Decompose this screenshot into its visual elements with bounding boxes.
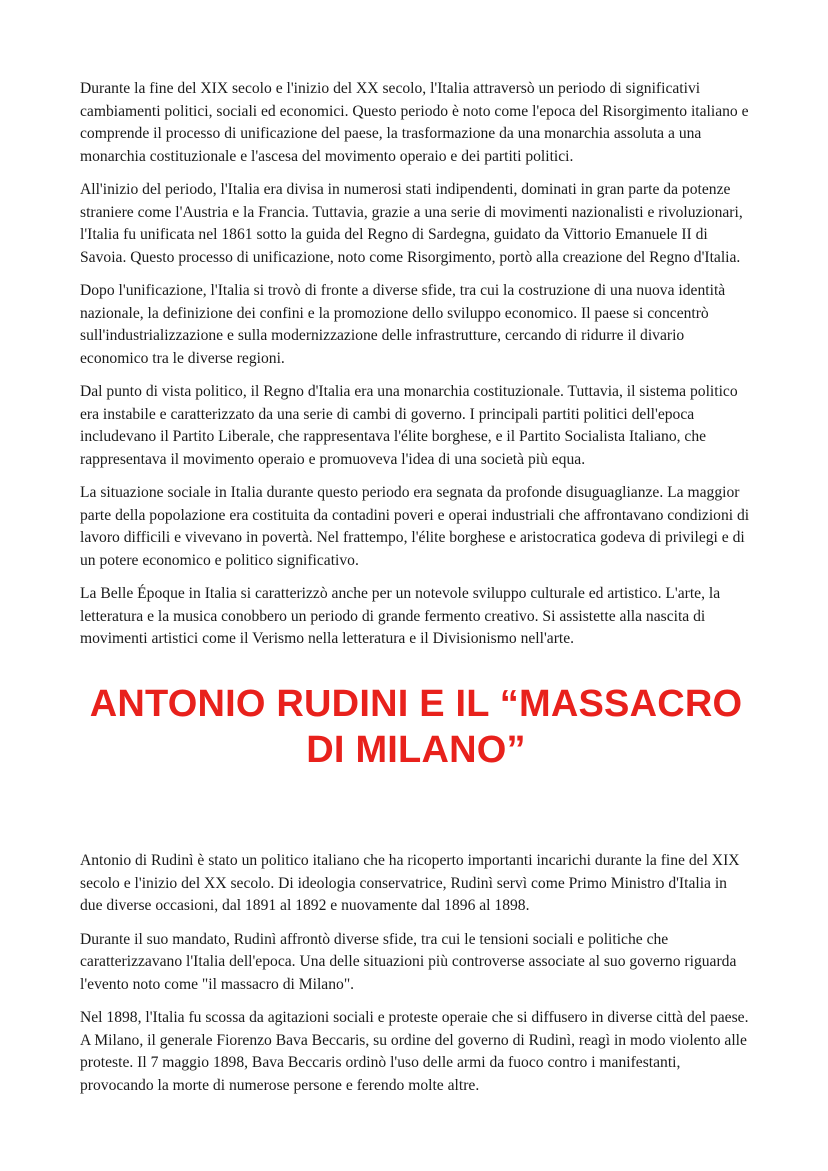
rudini-paragraph-2: Durante il suo mandato, Rudinì affrontò diverse sfide, tra cui le tensioni sociali e politiche che caratterizzavano l'Italia dell'epoca. Una delle situazioni più controverse associate al suo governo riguarda l'evento noto come "il massacro di Milano". <box>80 930 737 993</box>
section-heading: ANTONIO RUDINI E IL “MASSACRO DI MILANO” <box>89 682 743 771</box>
intro-paragraph-1: Durante la fine del XIX secolo e l'inizio del XX secolo, l'Italia attraversò un periodo di significativi cambiamenti politici, sociali ed economici. Questo periodo è noto come l'epoca del Risorgimento italiano e comprende il processo di unificazione del paese, la trasformazione da una monarchia assoluta a una monarchia costituzionale e l'ascesa del movimento operaio e dei partiti politici. <box>80 80 749 165</box>
intro-paragraph-6: La Belle Époque in Italia si caratterizzò anche per un notevole sviluppo culturale ed artistico. L'arte, la letteratura e la musica conobbero un periodo di grande fermento creativo. Si assistette alla nascita di movimenti artistici come il Verismo nella letteratura e il Divisionismo nell'arte. <box>80 585 721 647</box>
intro-paragraph-2: All'inizio del periodo, l'Italia era divisa in numerosi stati indipendenti, dominati in gran parte da potenze straniere come l'Austria e la Francia. Tuttavia, grazie a una serie di movimenti nazionalisti e rivoluzionari, l'Italia fu unificata nel 1861 sotto la guida del Regno di Sardegna, guidato da Vittorio Emanuele II di Savoia. Questo processo di unificazione, noto come Risorgimento, portò alla creazione del Regno d'Italia. <box>80 181 743 266</box>
intro-paragraph-4: Dal punto di vista politico, il Regno d'Italia era una monarchia costituzionale. Tuttavia, il sistema politico era instabile e caratterizzato da una serie di cambi di governo. I principali partiti politici dell'epoca includevano il Partito Liberale, che rappresentava l'élite borghese, e il Partito Socialista Italiano, che rappresentava il movimento operaio e promuoveva l'idea di una società più equa. <box>80 383 738 468</box>
intro-paragraph-5: La situazione sociale in Italia durante questo periodo era segnata da profonde disuguaglianze. La maggior parte della popolazione era costituita da contadini poveri e operai industriali che affrontavano condizioni di lavoro difficili e vivevano in povertà. Nel frattempo, l'élite borghese e aristocratica godeva di privilegi e di un potere economico e politico significativo. <box>80 484 750 569</box>
rudini-paragraph-3: Nel 1898, l'Italia fu scossa da agitazioni sociali e proteste operaie che si diffusero in diverse città del paese. A Milano, il generale Fiorenzo Bava Beccaris, su ordine del governo di Rudinì, reagì in modo violento alle proteste. Il 7 maggio 1898, Bava Beccaris ordinò l'uso delle armi da fuoco contro i manifestanti, provocando la morte di numerose persone e ferendo molte altre. <box>80 1009 749 1094</box>
intro-paragraph-3: Dopo l'unificazione, l'Italia si trovò di fronte a diverse sfide, tra cui la costruzione di una nuova identità nazionale, la definizione dei confini e la promozione dello sviluppo economico. Il paese si concentrò sull'industrializzazione e sulla modernizzazione delle infrastrutture, cercando di ridurre il divario economico tra le diverse regioni. <box>80 282 726 367</box>
document-body <box>80 78 752 773</box>
rudini-paragraph-1: Antonio di Rudinì è stato un politico italiano che ha ricoperto importanti incarichi durante la fine del XIX secolo e l'inizio del XX secolo. Di ideologia conservatrice, Rudinì servì come Primo Ministro d'Italia in due diverse occasioni, dal 1891 al 1892 e nuovamente dal 1896 al 1898. <box>80 852 740 914</box>
rudini-section <box>80 850 752 1108</box>
